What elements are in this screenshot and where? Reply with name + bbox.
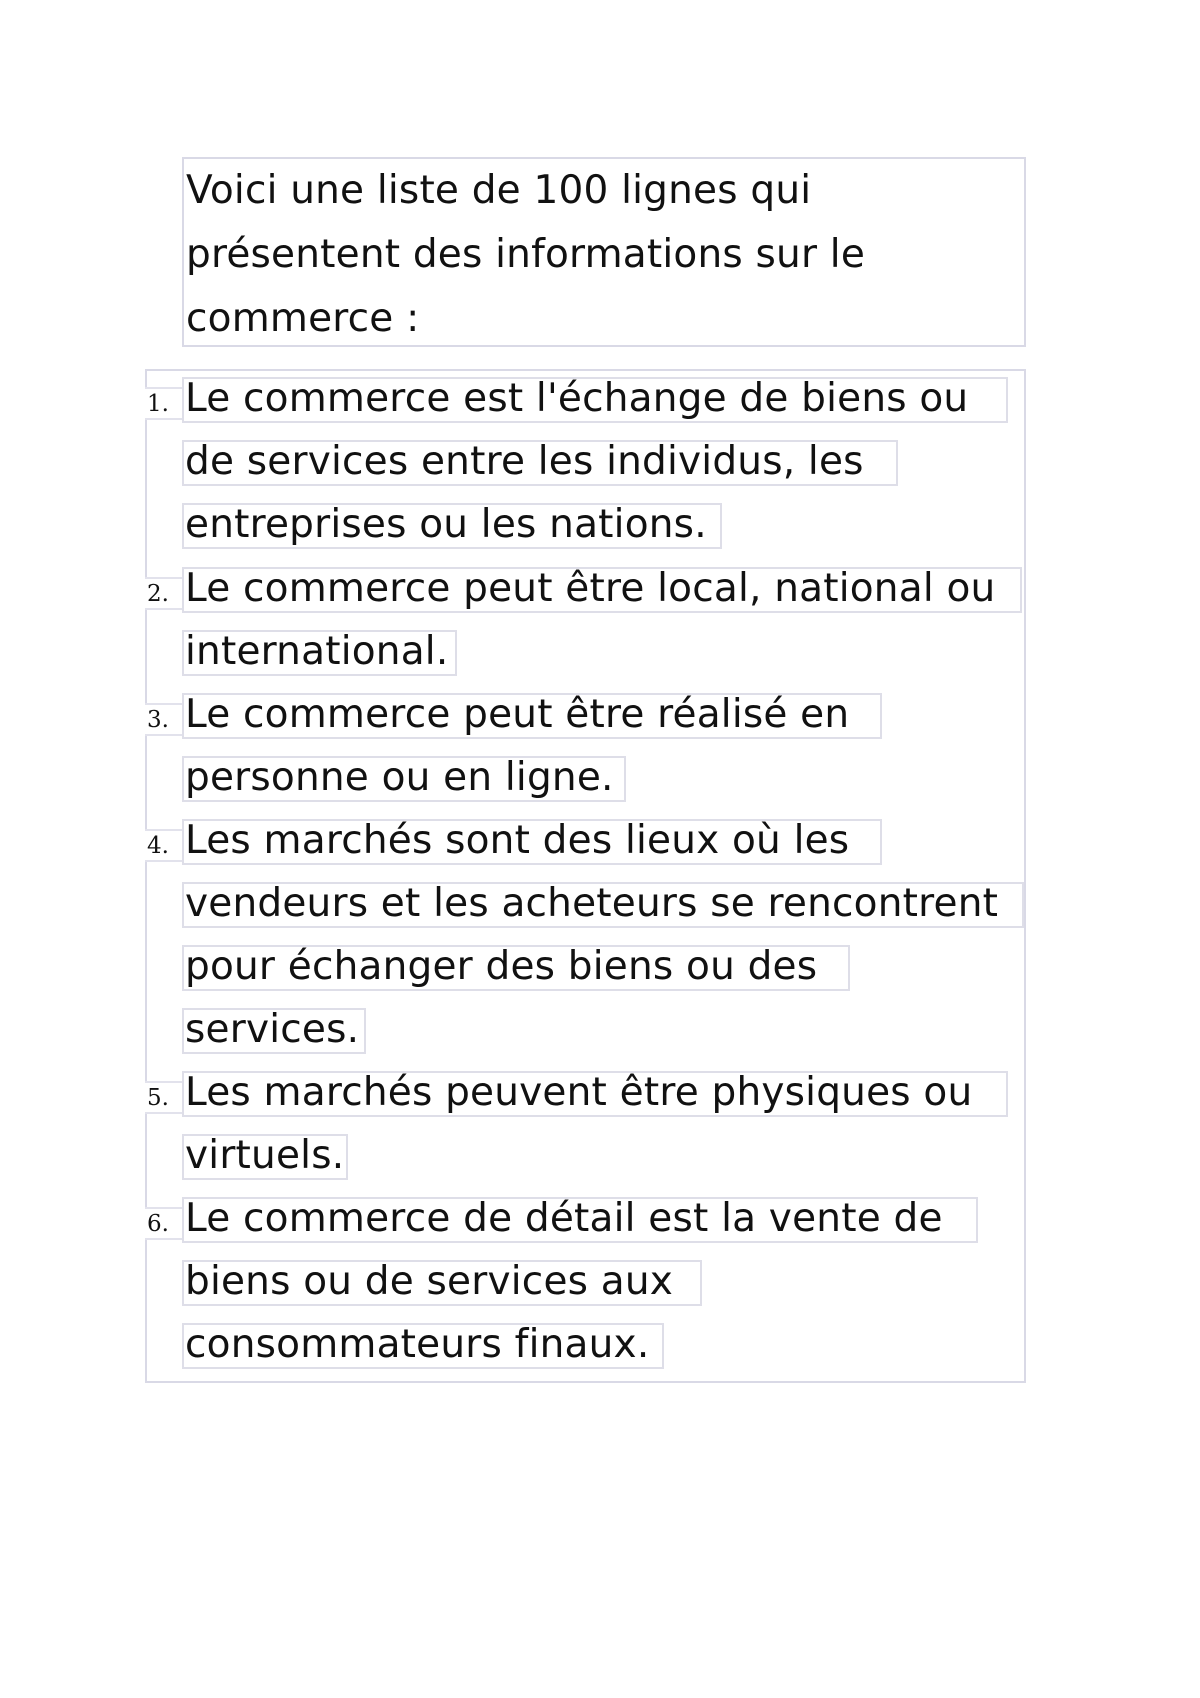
list-marker-2: 2.	[145, 577, 183, 610]
list-item-5-line-1: Les marchés peuvent être physiques ou	[182, 1071, 1008, 1117]
list-item-2-line-1: Le commerce peut être local, national ou	[182, 567, 1022, 613]
list-item-6-line-1: Le commerce de détail est la vente de	[182, 1197, 978, 1243]
list-item-5-line-2: virtuels.	[182, 1134, 348, 1180]
list-item-2-line-2: international.	[182, 630, 457, 676]
list-marker-5: 5.	[145, 1081, 183, 1114]
list-marker-6: 6.	[145, 1207, 183, 1240]
intro-paragraph-box	[182, 157, 1026, 347]
list-item-6-line-3: consommateurs finaux.	[182, 1323, 664, 1369]
list-item-1-line-2: de services entre les individus, les	[182, 440, 898, 486]
list-marker-4: 4.	[145, 829, 183, 862]
list-item-4-line-2: vendeurs et les acheteurs se rencontrent	[182, 882, 1024, 928]
list-item-6-line-2: biens ou de services aux	[182, 1260, 702, 1306]
intro-paragraph: Voici une liste de 100 lignes qui présentent des informations sur le commerce :	[186, 168, 866, 341]
list-item-4-line-4: services.	[182, 1008, 366, 1054]
list-item-1-line-3: entreprises ou les nations.	[182, 503, 722, 549]
list-item-1-line-1: Le commerce est l'échange de biens ou	[182, 377, 1008, 423]
list-item-4-line-1: Les marchés sont des lieux où les	[182, 819, 882, 865]
list-marker-3: 3.	[145, 703, 183, 736]
list-item-3-line-1: Le commerce peut être réalisé en	[182, 693, 882, 739]
list-marker-1: 1.	[145, 387, 183, 420]
list-item-3-line-2: personne ou en ligne.	[182, 756, 626, 802]
list-item-4-line-3: pour échanger des biens ou des	[182, 945, 850, 991]
